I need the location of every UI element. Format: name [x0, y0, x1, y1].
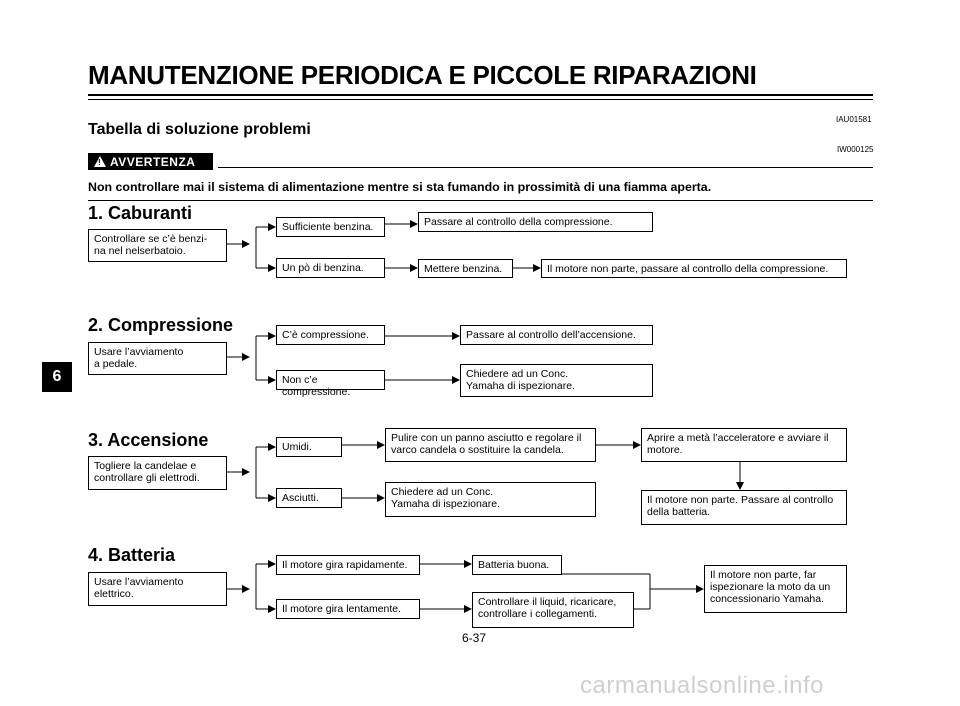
heading-batteria: 4. Batteria	[88, 545, 176, 565]
chapter-tab: 6	[42, 362, 72, 392]
page-title: MANUTENZIONE PERIODICA E PICCOLE RIPARAZIONI	[88, 60, 757, 90]
code-iw: IW000125	[837, 145, 874, 154]
accensione-start-box: Togliere la candelae e controllare gli elettrodi.	[88, 456, 227, 490]
accensione-branch1-action-box: Pulire con un panno asciutto e regolare il varco candela o sostituire la candela.	[385, 428, 596, 462]
section-subtitle: Tabella di soluzione problemi	[88, 121, 311, 138]
accensione-branch1-next-box: Aprire a metà l’acceleratore e avviare il motore.	[641, 428, 847, 462]
batteria-branch1-box: Il motore gira rapidamente.	[276, 555, 420, 575]
batteria-branch1-result-box: Batteria buona.	[472, 555, 562, 575]
heading-accensione: 3. Accensione	[88, 430, 209, 450]
accensione-branch1-result-box: Il motore non parte. Passare al controllo della batteria.	[641, 490, 847, 525]
warning-label: AVVERTENZA	[110, 154, 196, 169]
carburanti-branch2-box: Un pò di benzina.	[276, 258, 385, 278]
batteria-final-box: Il motore non parte, far ispezionare la moto da un concessionario Yamaha.	[704, 565, 847, 613]
accensione-branch2-box: Asciutti.	[276, 488, 342, 508]
carburanti-start-box: Controllare se c’è benzi- na nel nelserbatoio.	[88, 229, 227, 262]
heading-carburanti: 1. Caburanti	[88, 203, 193, 223]
accensione-branch2-result-box: Chiedere ad un Conc. Yamaha di ispezionare.	[385, 482, 596, 517]
accensione-branch1-box: Umidi.	[276, 437, 342, 457]
compressione-branch1-result-box: Passare al controllo dell’accensione.	[460, 325, 653, 345]
batteria-branch2-box: Il motore gira lentamente.	[276, 599, 420, 619]
carburanti-branch2-action-box: Mettere benzina.	[418, 259, 513, 278]
batteria-start-box: Usare l’avviamento elettrico.	[88, 572, 227, 606]
batteria-branch2-result-box: Controllare il liquid, ricaricare, controllare i collegamenti.	[472, 592, 634, 628]
warning-triangle-icon: !	[94, 156, 106, 167]
carburanti-branch1-result-box: Passare al controllo della compressione.	[418, 212, 653, 232]
code-iau: IAU01581	[836, 115, 872, 124]
compressione-branch1-box: C’è compressione.	[276, 325, 385, 345]
heading-compressione: 2. Compressione	[88, 315, 234, 335]
page-number: 6-37	[462, 631, 487, 645]
compressione-branch2-box: Non c’e compressione.	[276, 370, 385, 390]
carburanti-branch2-result-box: Il motore non parte, passare al controllo della compressione.	[541, 259, 847, 278]
carburanti-branch1-box: Sufficiente benzina.	[276, 217, 385, 237]
warning-text: Non controllare mai il sistema di alimentazione mentre si sta fumando in prossimità di una fiamma aperta.	[88, 180, 712, 194]
compressione-start-box: Usare l’avviamento a pedale.	[88, 342, 227, 375]
compressione-branch2-result-box: Chiedere ad un Conc. Yamaha di ispezionare.	[460, 364, 653, 397]
watermark-text: carmanualsonline.info	[580, 672, 824, 699]
